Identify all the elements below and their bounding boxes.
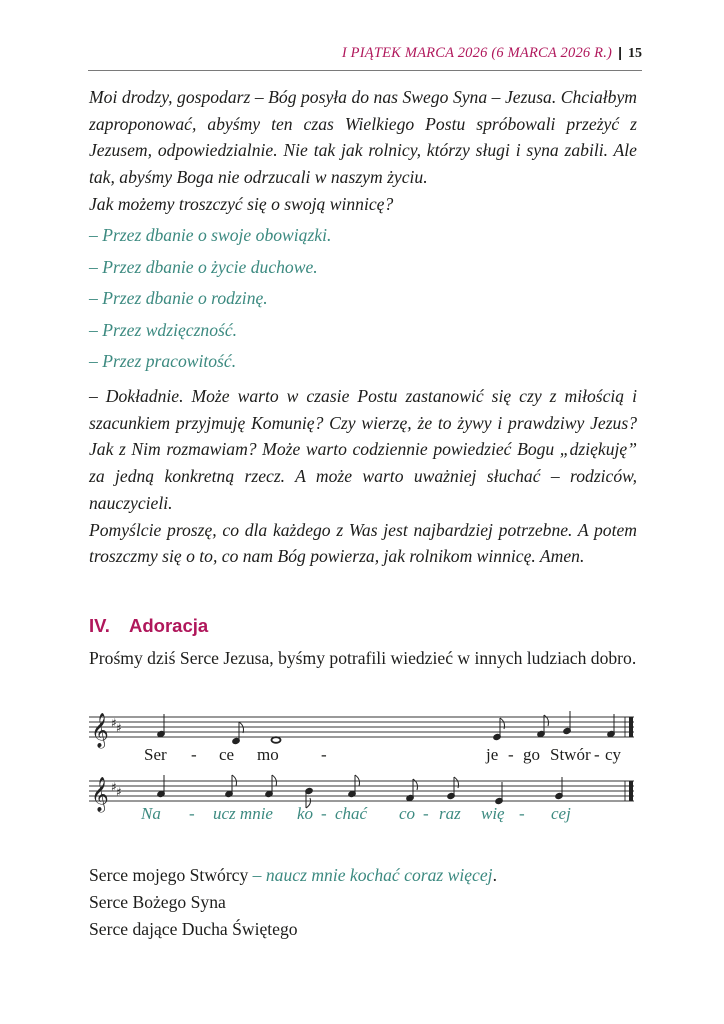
lyric-syllable: chać [335, 804, 368, 823]
homily-paragraph-3: Pomyślcie proszę, co dla każdego z Was jest najbardziej potrzebne. A potem troszczmy się o to, co nam Bóg powierza, jak rolnikom winnicę. Amen. [89, 519, 637, 567]
lyric-hyphen: - [423, 804, 429, 823]
lyric-syllable: go [523, 745, 540, 764]
lyric-syllable: je [486, 745, 499, 764]
lyric-syllable: wię [481, 804, 505, 823]
quarter-note [495, 782, 503, 805]
eighth-note [232, 722, 244, 745]
lyric-hyphen: - [189, 804, 195, 823]
eighth-note [537, 715, 549, 738]
section-number: IV. [89, 615, 110, 636]
running-title: I PIĄTEK MARCA 2026 (6 MARCA 2026 R.) [341, 45, 613, 61]
staff-1-lyrics [144, 745, 622, 764]
lyric-syllable: raz [439, 804, 461, 823]
section-title: Adoracja [129, 615, 209, 636]
final-barline [629, 717, 633, 737]
dash: – [248, 865, 266, 885]
lyric-syllable: Ser [144, 745, 167, 764]
lyric-syllable: co [399, 804, 416, 823]
response-item: – Przez dbanie o rodzinę. [89, 288, 268, 308]
whole-note [272, 737, 281, 743]
lyric-syllable: ce [219, 745, 235, 764]
staff-1 [89, 717, 634, 737]
homily-question: Jak możemy troszczyć się o swoją winnicę? [89, 193, 394, 214]
key-signature-sharp-icon: ♯ [111, 780, 117, 794]
homily-paragraph-2: – Dokładnie. Może warto w czasie Postu zastanowić się czy z miłością i szacunkiem przyjmuję Komunię? Czy wierzę, że to żywy i prawdziwy Jezus? Jak z Nim rozmawiam? Może warto codziennie powiedzieć Bogu „dziękuję” za jedną konkretną rzecz. A może warto uważniej słuchać – rodziców, nauczycieli. [89, 386, 637, 513]
lyric-hyphen: - [594, 745, 600, 764]
litany-line-2: Serce Bożego Syna [89, 892, 226, 912]
section-intro: Prośmy dziś Serce Jezusa, byśmy potrafili wiedzieć w innych ludziach dobro. [89, 648, 637, 668]
key-signature-sharp-icon: ♯ [111, 716, 117, 730]
response: naucz mnie kochać coraz więcej [265, 865, 493, 885]
litany [89, 862, 497, 943]
staff-2-lyrics [140, 804, 571, 823]
page-number: 15 [628, 46, 642, 61]
litany-line-3: Serce dające Ducha Świętego [89, 919, 298, 939]
homily-text-2 [89, 383, 637, 570]
response-item: – Przez dbanie o swoje obowiązki. [89, 225, 332, 245]
quarter-note [607, 714, 615, 738]
music-notation [89, 700, 649, 830]
lyric-hyphen: - [191, 745, 197, 764]
header-separator: | [618, 44, 622, 60]
treble-clef-icon: 𝄞 [91, 777, 109, 812]
quarter-note [563, 711, 571, 735]
lyric-hyphen: - [519, 804, 525, 823]
key-signature-sharp-icon: ♯ [116, 785, 122, 799]
lyric-syllable: ko [297, 804, 314, 823]
music-score [89, 700, 649, 830]
invocation: Serce mojego Stwórcy [89, 865, 249, 885]
quarter-note [157, 714, 165, 738]
staff-1-notes [157, 711, 615, 745]
final-barline [629, 781, 633, 801]
responses-list [89, 220, 637, 378]
lyric-hyphen: - [321, 804, 327, 823]
homily-text [89, 84, 637, 218]
lyric-syllable: Stwór [550, 745, 591, 764]
treble-clef-icon: 𝄞 [91, 713, 109, 748]
section-heading [89, 615, 208, 637]
lyric-hyphen: - [321, 745, 327, 764]
litany-line-1 [89, 862, 497, 889]
response-item: – Przez wdzięczność. [89, 319, 238, 340]
lyric-syllable: cej [551, 804, 571, 823]
lyric-hyphen: - [508, 745, 514, 764]
response-item: – Przez dbanie o życie duchowe. [89, 256, 318, 277]
response-item: – Przez pracowitość. [89, 351, 237, 371]
homily-paragraph-1: Moi drodzy, gospodarz – Bóg posyła do nas Swego Syna – Jezusa. Chciałbym zaproponować, abyśmy ten czas Wielkiego Postu spróbowali przeżyć z Jezusem, odpowiedzialnie. Nie tak jak rolnicy, którzy sługi i syna zabili. Ale tak, abyśmy Boga nie odrzucali w naszym życiu. [89, 87, 637, 188]
eighth-note [406, 779, 418, 802]
running-header [88, 44, 642, 71]
lyric-syllable: cy [605, 745, 622, 764]
lyric-syllable: Na [141, 804, 161, 823]
staff-2 [89, 781, 634, 801]
lyric-syllable: mo [257, 745, 279, 764]
key-signature-sharp-icon: ♯ [116, 721, 122, 735]
quarter-note [555, 777, 563, 800]
section-intro-wrap [89, 645, 637, 672]
lyric-syllable: ucz mnie [213, 804, 273, 823]
period: . [492, 865, 497, 885]
